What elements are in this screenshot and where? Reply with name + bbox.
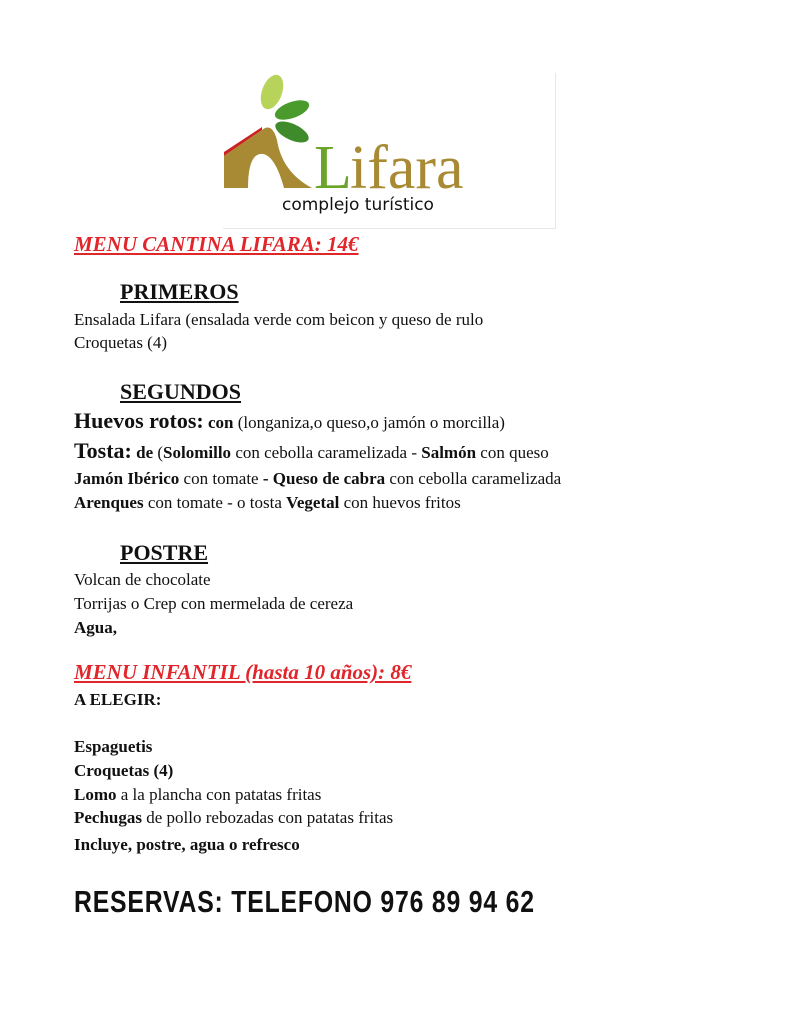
menu-cantina-title: MENU CANTINA LIFARA: 14€	[74, 232, 359, 256]
text-bold: Lomo	[74, 785, 117, 804]
segundos-line3	[74, 469, 561, 489]
infantil-item	[74, 808, 393, 828]
postre-heading: POSTRE	[120, 540, 209, 565]
infantil-includes: Incluye, postre, agua o refresco	[74, 835, 300, 854]
text-bold: con	[203, 413, 234, 432]
text-bold: Solomillo	[163, 443, 232, 462]
text: con queso	[476, 443, 549, 462]
infantil-item	[74, 761, 173, 781]
infantil-item	[74, 737, 152, 757]
svg-text:ifara: ifara	[350, 134, 464, 202]
primeros-item: Croquetas (4)	[74, 333, 168, 352]
item-name: Huevos rotos:	[74, 408, 204, 433]
text: a la plancha con patatas fritas	[116, 785, 322, 804]
text-bold: - Queso de cabra	[262, 469, 386, 488]
text-bold: Croquetas (4)	[74, 761, 174, 780]
text: con tomate	[179, 469, 263, 488]
text-bold: Vegetal	[286, 493, 340, 512]
item-name: Tosta:	[74, 438, 132, 463]
text: (longaniza,o queso,o jamón o morcilla)	[233, 413, 505, 432]
a-elegir: A ELEGIR:	[74, 690, 162, 709]
text-bold: Salmón	[421, 443, 477, 462]
postre-item: Torrijas o Crep con mermelada de cereza	[74, 594, 354, 613]
primeros-item: Ensalada Lifara (ensalada verde com beicon y queso de rulo	[74, 310, 484, 329]
text: (	[153, 443, 164, 462]
postre-item: Volcan de chocolate	[74, 570, 211, 589]
infantil-item	[74, 785, 321, 805]
primeros-heading: PRIMEROS	[120, 279, 239, 304]
logo-graphic	[222, 72, 555, 228]
text: de pollo rebozadas con patatas fritas	[142, 808, 394, 827]
text: con cebolla caramelizada -	[231, 443, 422, 462]
svg-text:complejo turístico: complejo turístico	[282, 195, 434, 215]
lifara-logo	[222, 72, 555, 228]
logo-text: L	[314, 134, 352, 202]
segundos-heading: SEGUNDOS	[120, 379, 242, 404]
text-bold: de	[131, 443, 154, 462]
text: con tomate - o tosta	[143, 493, 287, 512]
segundos-tosta	[74, 438, 549, 463]
menu-infantil-title: MENU INFANTIL (hasta 10 años): 8€	[74, 660, 412, 684]
text-bold: Jamón Ibérico	[74, 469, 180, 488]
reservas-phone: RESERVAS: TELEFONO 976 89 94 62	[74, 884, 535, 919]
text-bold: Espaguetis	[74, 737, 153, 756]
text: con huevos fritos	[339, 493, 461, 512]
text-bold: Pechugas	[74, 808, 142, 827]
segundos-line4	[74, 493, 461, 513]
postre-agua: Agua,	[74, 618, 117, 637]
segundos-huevos	[74, 408, 505, 433]
text: con cebolla caramelizada	[385, 469, 562, 488]
text-bold: Arenques	[74, 493, 144, 512]
